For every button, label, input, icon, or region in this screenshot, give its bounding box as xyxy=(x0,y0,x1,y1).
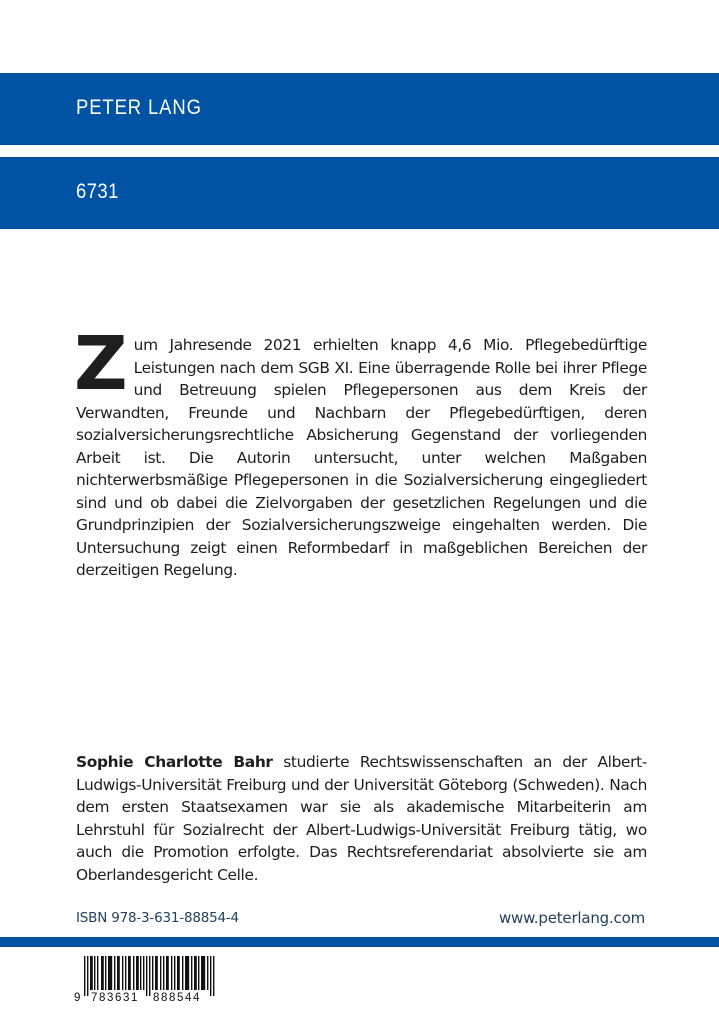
publisher-band xyxy=(0,73,719,145)
bio-text: studierte Rechtswissenschaften an der Albert-Ludwigs-Universität Freiburg und der Universität Göteborg (Schweden). Nach dem ersten Staatsexamen war sie als akademische Mitarbeiterin am Lehrstuhl für Sozialrecht der Albert-Ludwigs-Universität Freiburg tätig, wo auch die Promotion erfolgte. Das Rechtsreferendariat absolvierte sie am Oberlandesgericht Celle. xyxy=(76,753,647,884)
author-name: Sophie Charlotte Bahr xyxy=(76,753,273,771)
footer-bar xyxy=(0,937,719,947)
isbn-label: ISBN 978-3-631-88854-4 xyxy=(76,910,239,926)
barcode-right-digits: 888544 xyxy=(153,992,201,1004)
barcode-leading-digit: 9 xyxy=(74,992,81,1004)
publisher-name: PETER LANG xyxy=(76,96,202,119)
barcode-left-digits: 783631 xyxy=(91,992,139,1004)
publisher-website-link[interactable]: www.peterlang.com xyxy=(498,909,645,927)
series-band xyxy=(0,157,719,229)
drop-cap: Z xyxy=(74,321,128,407)
isbn-barcode xyxy=(74,954,226,1004)
blurb-text: um Jahresende 2021 erhielten knapp 4,6 Mio. Pflegebedürftige Leistungen nach dem SGB XI. Eine überragende Rolle bei ihrer Pflege und Betreuung spielen Pflegepersonen aus dem Kreis der Verwandten, Freunde und Nachbarn der Pflegebedürftigen, deren sozialversicherungsrechtliche Absicherung Gegenstand der vorliegenden Arbeit ist. Die Autorin untersucht, unter welchen Maßgaben nichterwerbsmäßige Pflegepersonen in die Sozialversicherung eingegliedert sind und ob dabei die Zielvorgaben der gesetzlichen Regelungen und die Grundprinzipien der Sozialversicherungszweige eingehalten werden. Die Untersuchung zeigt einen Reformbedarf in maßgeblichen Bereichen der derzeitigen Regelung. xyxy=(76,336,647,579)
author-bio xyxy=(76,751,647,886)
book-blurb xyxy=(74,321,647,582)
barcode-icon xyxy=(74,954,226,1004)
series-number: 6731 xyxy=(76,180,119,203)
